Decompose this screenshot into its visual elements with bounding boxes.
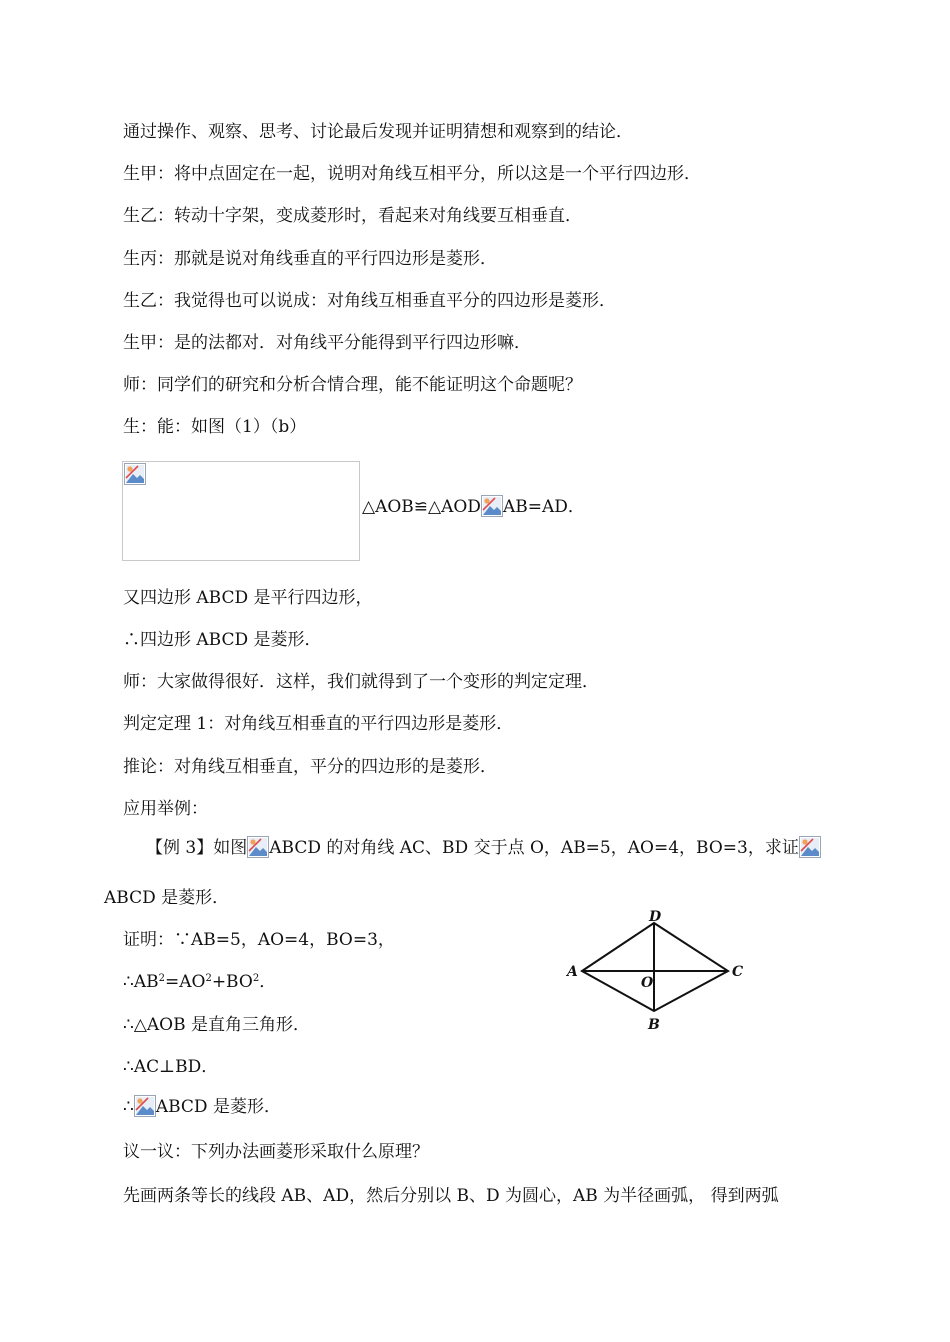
formula-part: +BO	[211, 972, 253, 992]
broken-image-icon	[124, 463, 146, 485]
broken-image-icon	[481, 495, 503, 517]
text-line: ABCD 是菱形．	[104, 888, 230, 908]
text-line: 又四边形 ABCD 是平行四边形，	[123, 588, 373, 608]
proof-line: 证明：∵AB=5，AO=4，BO=3，	[123, 930, 395, 950]
superscript: 2	[205, 973, 212, 984]
proof-line: ∴AC⊥BD．	[123, 1057, 219, 1077]
text-line: 生乙：我觉得也可以说成：对角线互相垂直平分的四边形是菱形．	[123, 291, 616, 311]
text-line: ∴四边形 ABCD 是菱形．	[123, 630, 322, 650]
text-line: 师：大家做得很好．这样，我们就得到了一个变形的判定定理．	[123, 672, 599, 692]
text-line: 生甲：是的法都对．对角线平分能得到平行四边形嘛．	[123, 333, 531, 353]
text-line: 生乙：转动十字架，变成菱形时，看起来对角线要互相垂直．	[123, 206, 582, 226]
equality-text: AB=AD．	[502, 497, 585, 517]
text-line: 通过操作、观察、思考、讨论最后发现并证明猜想和观察到的结论．	[123, 122, 633, 142]
text-line: 生甲：将中点固定在一起，说明对角线互相平分，所以这是一个平行四边形．	[123, 164, 701, 184]
formula-part: ∴AB	[123, 972, 159, 992]
text-line	[362, 495, 585, 519]
rhombus-figure	[560, 905, 750, 1035]
example-text: ABCD 的对角线 AC、BD 交于点 O，AB=5，AO=4，BO=3，求证	[269, 838, 799, 858]
proof-line	[123, 1095, 281, 1119]
center-label-o: O	[641, 975, 654, 991]
proof-line: ∴△AOB 是直角三角形．	[123, 1015, 310, 1035]
text-line: 生丙：那就是说对角线垂直的平行四边形是菱形．	[123, 249, 497, 269]
text-line: 生：能：如图（1）（b）	[123, 417, 307, 437]
conclusion-text: ABCD 是菱形．	[155, 1097, 281, 1117]
broken-image-icon	[799, 836, 821, 858]
superscript: 2	[252, 973, 260, 984]
formula-part: ．	[259, 972, 277, 992]
example-label: 【例 3】如图	[146, 838, 248, 858]
text-line: 应用举例：	[123, 799, 208, 819]
image-placeholder-box	[122, 461, 360, 561]
congruence-text: △AOB≌△AOD	[362, 497, 481, 517]
text-line: 师：同学们的研究和分析合情合理，能不能证明这个命题呢？	[123, 375, 582, 395]
vertex-label-c: C	[732, 964, 744, 980]
vertex-label-d: D	[649, 909, 662, 925]
proof-line	[123, 970, 276, 994]
vertex-label-b: B	[648, 1017, 660, 1033]
vertex-label-a: A	[567, 964, 578, 980]
text-line: 判定定理 1：对角线互相垂直的平行四边形是菱形．	[123, 714, 514, 734]
example-heading-line	[146, 836, 821, 860]
superscript: 2	[158, 973, 165, 984]
text-line: 议一议：下列办法画菱形采取什么原理？	[123, 1142, 429, 1162]
text-line: 先画两条等长的线段 AB、AD，然后分别以 B、D 为圆心，AB 为半径画弧， 得到两弧	[123, 1186, 779, 1206]
broken-image-icon	[247, 836, 269, 858]
text-line: 推论：对角线互相垂直，平分的四边形的是菱形．	[123, 757, 497, 777]
broken-image-icon	[134, 1095, 156, 1117]
formula-part: =AO	[164, 972, 206, 992]
therefore-symbol: ∴	[123, 1097, 134, 1117]
